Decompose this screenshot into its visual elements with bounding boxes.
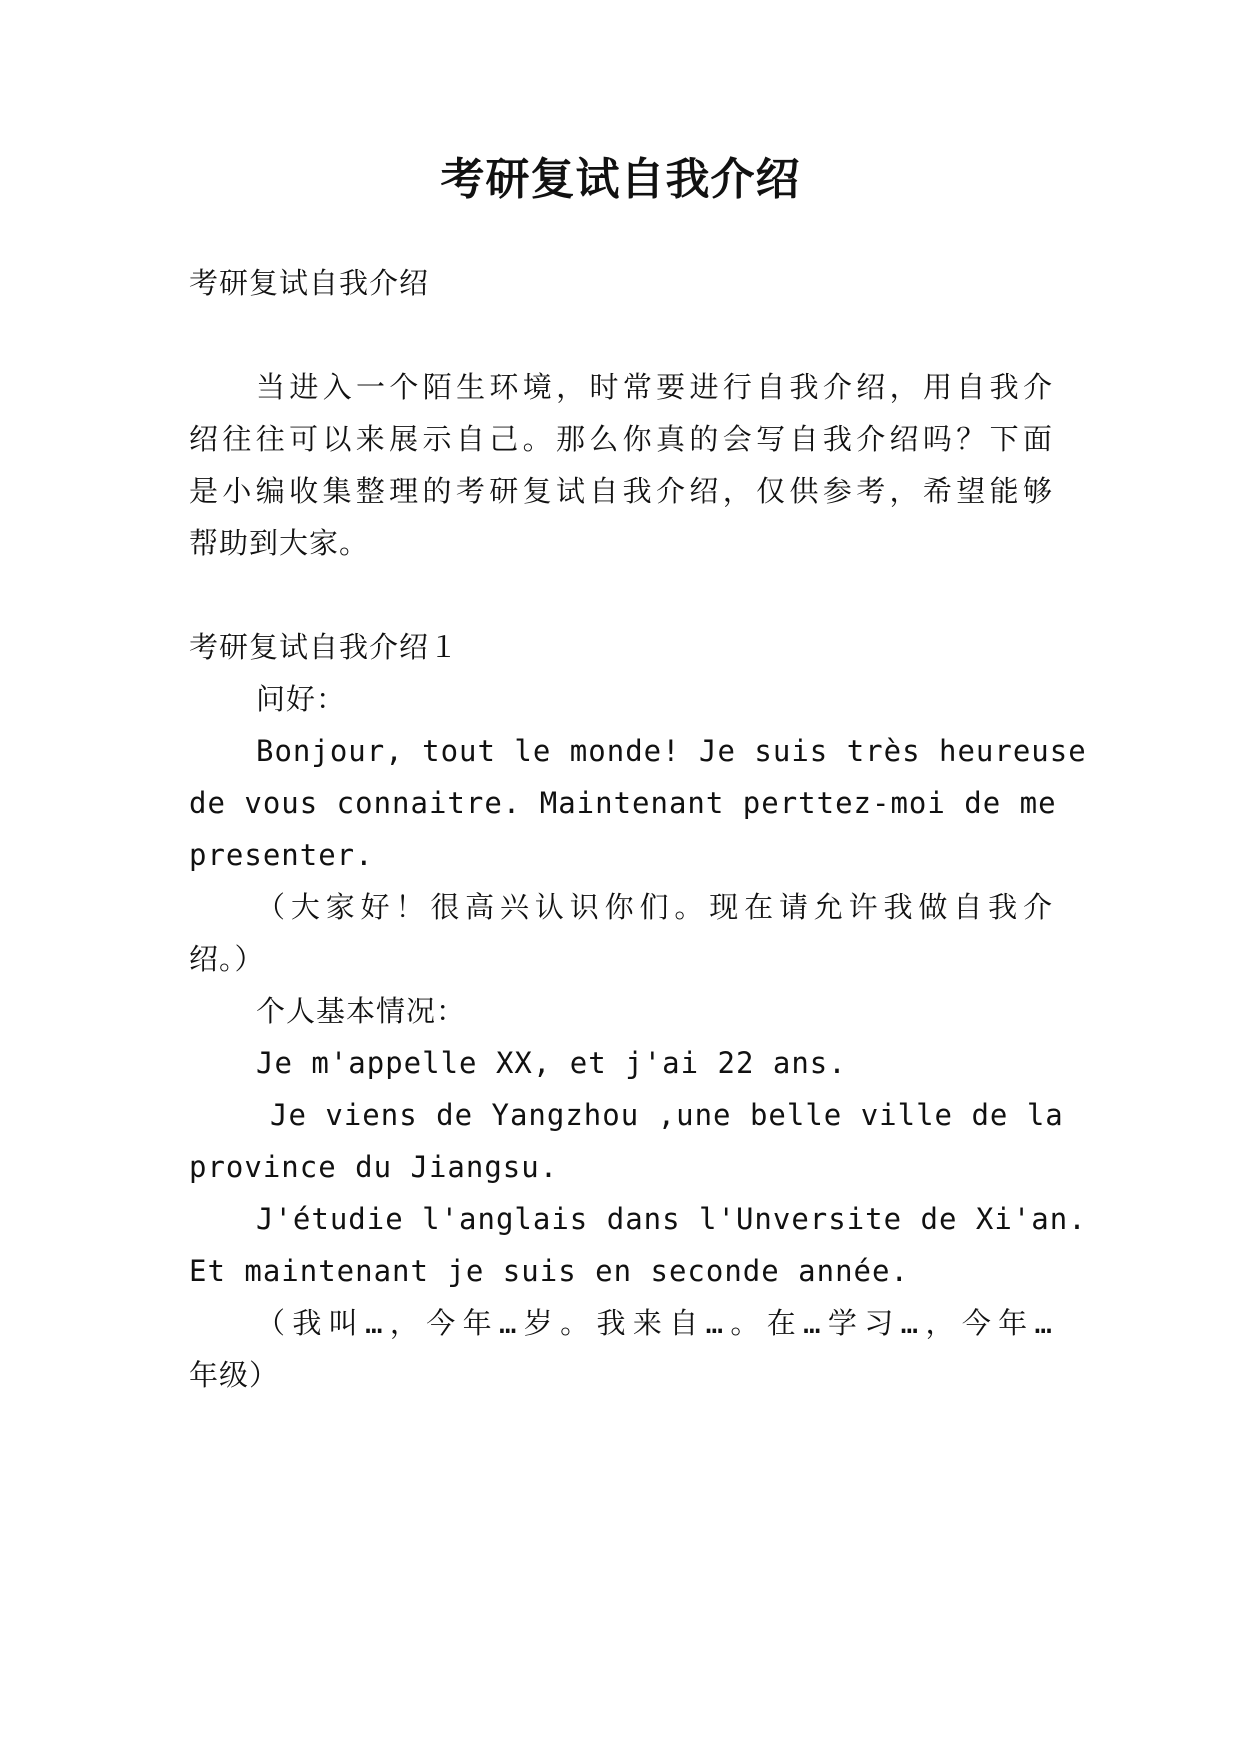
greeting-label: 问好： [256,682,347,716]
intro-line-3: 是小编收集整理的考研复试自我介绍，仅供参考，希望能够 [189,474,1053,508]
translation-line-1: （我叫…，今年…岁。我来自…。在…学习…，今年… [256,1306,1053,1340]
translation-line-2: 年级） [189,1358,280,1392]
french-greeting-line-1: Bonjour, tout le monde! Je suis très heureuse [256,734,1087,768]
hometown-line-2: province du Jiangsu. [189,1150,559,1184]
study-line-2: Et maintenant je suis en seconde année. [189,1254,909,1288]
hometown-line-1: Je viens de Yangzhou ,une belle ville de la [270,1098,1064,1132]
french-greeting-line-3: presenter. [189,838,374,872]
page-title: 考研复试自我介绍 [440,154,801,205]
intro-line-4: 帮助到大家。 [189,526,370,560]
chinese-greeting-line-2: 绍。） [189,942,265,976]
section-heading: 考研复试自我介绍１ [189,630,460,664]
subtitle: 考研复试自我介绍 [189,266,430,300]
basic-info-label: 个人基本情况： [256,994,467,1028]
intro-line-2: 绍往往可以来展示自己。那么你真的会写自我介绍吗？下面 [189,422,1053,456]
study-line-1: J'étudie l'anglais dans l'Unversite de Xi'an. [256,1202,1087,1236]
chinese-greeting-line-1: （大家好！很高兴认识你们。现在请允许我做自我介 [256,890,1053,924]
intro-line-1: 当进入一个陌生环境，时常要进行自我介绍，用自我介 [256,370,1053,404]
name-age-line: Je m'appelle XX, et j'ai 22 ans. [256,1046,847,1080]
french-greeting-line-2: de vous connaitre. Maintenant perttez-moi de me [189,786,1057,820]
